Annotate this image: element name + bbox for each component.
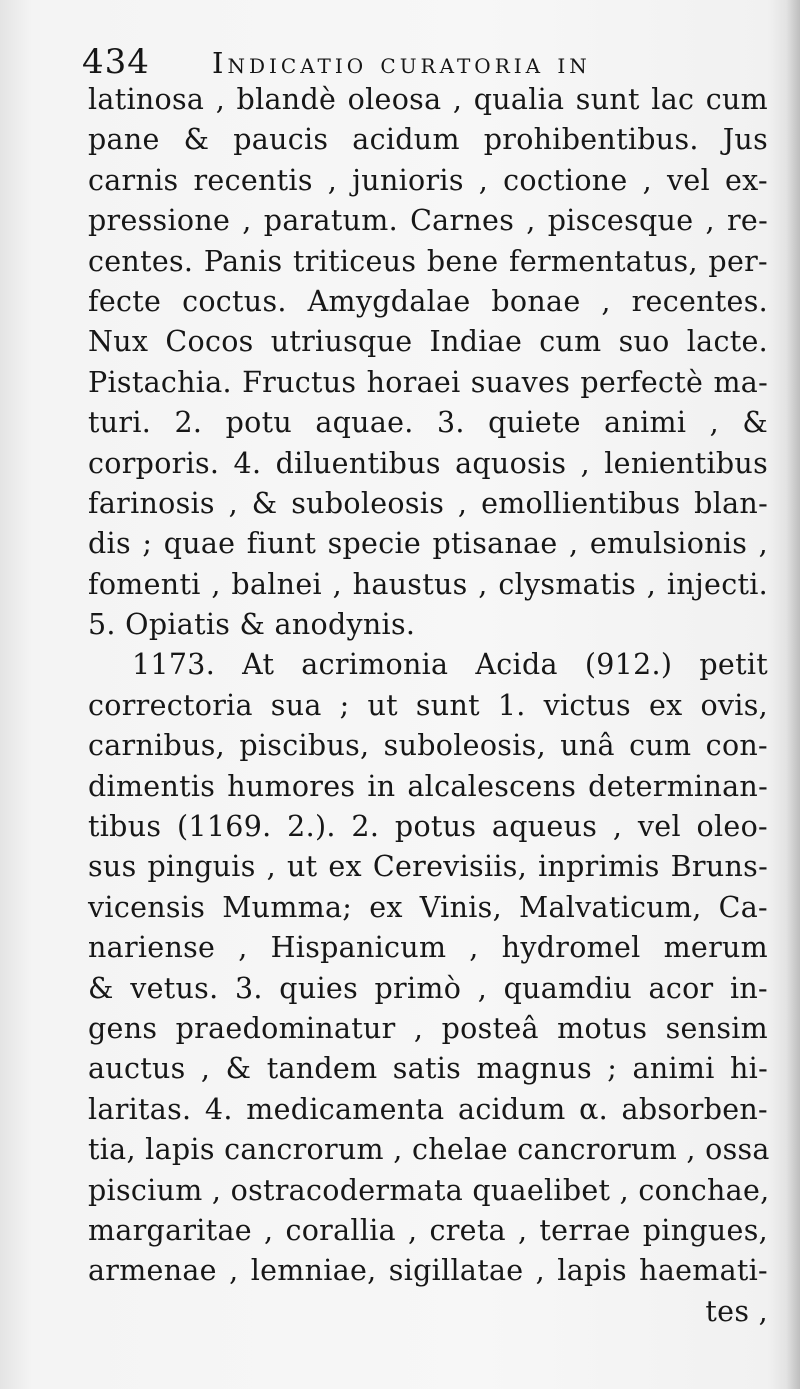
text-line: 5. Opiatis & anodynis. xyxy=(88,608,416,642)
text-line: centes. Panis triticeus bene fermentatus, per- xyxy=(88,244,768,278)
text-line: carnibus, piscibus, suboleosis, unâ cum con- xyxy=(88,729,768,763)
text-line: auctus , & tandem satis magnus ; animi hi- xyxy=(88,1052,768,1086)
text-line: corporis. 4. diluentibus aquosis , lenientibus xyxy=(88,446,768,480)
text-line: margaritae , corallia , creta , terrae pingues, xyxy=(88,1213,768,1247)
running-title: Indicatio curatoria in xyxy=(212,46,591,80)
text-line: pane & paucis acidum prohibentibus. Jus xyxy=(88,123,768,157)
text-line: carnis recentis , junioris , coctione , vel ex- xyxy=(88,163,768,197)
text-line: sus pinguis , ut ex Cerevisiis, inprimis Bruns- xyxy=(88,850,768,884)
text-line: & vetus. 3. quies primò , quamdiu acor in- xyxy=(88,971,768,1005)
page-header xyxy=(82,36,762,82)
text-line: fomenti , balnei , haustus , clysmatis , injecti. xyxy=(88,567,768,601)
text-line: Nux Cocos utriusque Indiae cum suo lacte. xyxy=(88,325,768,359)
text-line: vicensis Mumma; ex Vinis, Malvaticum, Ca- xyxy=(88,890,768,924)
text-line: turi. 2. potu aquae. 3. quiete animi , & xyxy=(88,406,768,440)
text-line: dimentis humores in alcalescens determinan- xyxy=(88,769,768,803)
text-line: tia, lapis cancrorum , chelae cancrorum , ossa xyxy=(88,1133,770,1167)
section-start-line: 1173. At acrimonia Acida (912.) petit xyxy=(132,648,768,682)
page-edge-shadow xyxy=(786,0,800,1389)
text-line: tibus (1169. 2.). 2. potus aqueus , vel oleo- xyxy=(88,810,768,844)
text-line: gens praedominatur , posteâ motus sensim xyxy=(88,1011,768,1045)
text-line: piscium , ostracodermata quaelibet , conchae, xyxy=(88,1173,770,1207)
text-line: pressione , paratum. Carnes , piscesque , re- xyxy=(88,204,768,238)
body-text xyxy=(88,80,768,1332)
catchword: tes , xyxy=(705,1294,768,1328)
page-number: 434 xyxy=(82,42,150,82)
text-line: armenae , lemniae, sigillatae , lapis haemati- xyxy=(88,1254,768,1288)
text-line: fecte coctus. Amygdalae bonae , recentes. xyxy=(88,284,768,318)
text-line: dis ; quae fiunt specie ptisanae , emulsionis , xyxy=(88,527,768,561)
text-line: farinosis , & suboleosis , emollientibus blan- xyxy=(88,486,768,520)
text-line: laritas. 4. medicamenta acidum α. absorben- xyxy=(88,1092,768,1126)
text-line: latinosa , blandè oleosa , qualia sunt lac cum xyxy=(88,83,768,116)
text-line: nariense , Hispanicum , hydromel merum xyxy=(88,931,768,965)
text-line: correctoria sua ; ut sunt 1. victus ex ovis, xyxy=(88,688,768,722)
text-line: Pistachia. Fructus horaei suaves perfectè ma- xyxy=(88,365,768,399)
